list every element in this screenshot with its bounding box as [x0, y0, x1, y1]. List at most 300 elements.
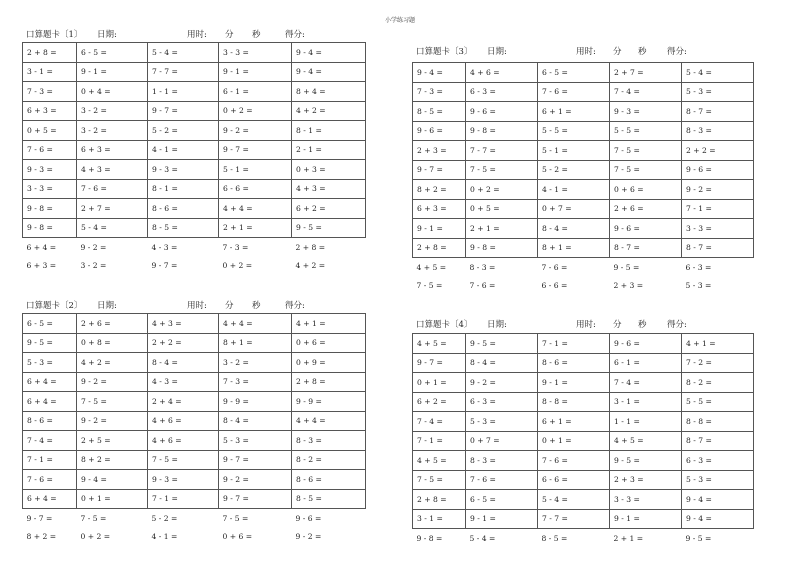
card-header	[412, 45, 757, 59]
problem-cell: 8 - 6 =	[23, 411, 77, 431]
problem-cell: 5 - 3 =	[685, 281, 712, 291]
problem-cell: 8 - 5 =	[148, 218, 219, 238]
problem-cell: 6 + 1 =	[538, 102, 610, 122]
problem-cell: 9 - 2 =	[219, 121, 292, 141]
problem-cell: 9 - 9 =	[292, 392, 366, 412]
problem-cell: 7 - 4 =	[23, 431, 77, 451]
problem-cell: 3 - 1 =	[413, 509, 466, 529]
problem-cell: 8 - 8 =	[538, 392, 610, 412]
problem-row	[413, 451, 754, 471]
problem-cell: 6 - 5 =	[538, 63, 610, 83]
problem-row	[413, 258, 754, 277]
problem-row	[413, 412, 754, 432]
problem-cell: 9 - 8 =	[466, 121, 538, 141]
problem-cell: 8 - 6 =	[292, 470, 366, 490]
problem-cell: 4 + 3 =	[148, 314, 219, 334]
card-title: 口算题卡〔1〕	[26, 30, 83, 40]
problem-cell: 8 + 1 =	[219, 333, 292, 353]
problem-cell: 0 + 7 =	[538, 199, 610, 219]
problem-cell: 7 - 5 =	[413, 470, 466, 490]
problem-cell: 6 - 5 =	[466, 490, 538, 510]
date-label: 日期:	[97, 30, 117, 40]
problem-cell: 2 + 6 =	[77, 314, 148, 334]
problem-cell: 7 - 6 =	[466, 470, 538, 490]
problem-cell: 2 + 8 =	[23, 43, 77, 63]
problem-cell: 8 - 4 =	[148, 353, 219, 373]
problem-cell: 9 - 6 =	[682, 160, 754, 180]
problem-cell: 4 - 1 =	[151, 532, 178, 542]
problem-cell: 6 + 3 =	[26, 261, 57, 271]
problem-cell: 9 - 7 =	[148, 101, 219, 121]
problem-cell: 5 - 1 =	[219, 160, 292, 180]
problem-cell: 3 - 3 =	[682, 219, 754, 239]
problem-cell: 4 + 2 =	[295, 261, 326, 271]
problem-row	[413, 392, 754, 412]
problem-row	[23, 431, 366, 451]
date-label: 日期:	[487, 320, 507, 330]
problem-cell: 4 + 4 =	[219, 199, 292, 219]
problem-cell: 5 - 2 =	[538, 160, 610, 180]
problem-cell: 4 + 5 =	[416, 262, 447, 272]
problem-cell: 7 - 7 =	[148, 62, 219, 82]
problem-cell: 9 - 3 =	[148, 470, 219, 490]
problem-cell: 4 - 3 =	[151, 242, 178, 252]
problem-cell: 6 - 6 =	[541, 281, 568, 291]
problem-row	[23, 218, 366, 238]
date-label: 日期:	[487, 47, 507, 57]
problem-cell: 9 - 9 =	[219, 392, 292, 412]
problem-cell: 7 - 6 =	[23, 470, 77, 490]
problem-grid	[412, 62, 754, 295]
problem-cell: 9 - 1 =	[610, 509, 682, 529]
problem-row	[413, 82, 754, 102]
problem-cell: 9 - 3 =	[23, 160, 77, 180]
problem-cell: 8 - 3 =	[682, 121, 754, 141]
problem-cell: 2 + 3 =	[610, 470, 682, 490]
problem-cell: 0 + 5 =	[466, 199, 538, 219]
problem-cell: 9 - 4 =	[682, 490, 754, 510]
minute-label: 分	[613, 320, 622, 330]
problem-cell: 7 - 1 =	[148, 489, 219, 509]
problem-cell: 4 + 2 =	[292, 101, 366, 121]
problem-cell: 7 - 4 =	[610, 82, 682, 102]
card-header	[22, 28, 367, 42]
problem-row	[23, 140, 366, 160]
problem-cell: 2 + 7 =	[610, 63, 682, 83]
problem-cell: 2 + 8 =	[413, 490, 466, 510]
problem-cell: 5 - 3 =	[23, 353, 77, 373]
card-title: 口算题卡〔3〕	[416, 47, 473, 57]
time-label: 用时:	[576, 47, 596, 57]
problem-row	[23, 489, 366, 509]
problem-grid	[412, 333, 754, 548]
problem-row	[413, 277, 754, 296]
problem-cell: 9 - 8 =	[466, 238, 538, 258]
problem-cell: 6 - 5 =	[77, 43, 148, 63]
problem-cell: 9 - 1 =	[219, 62, 292, 82]
problem-cell: 0 + 2 =	[219, 101, 292, 121]
problem-row	[23, 43, 366, 63]
problem-cell: 9 - 7 =	[219, 140, 292, 160]
problem-cell: 7 - 4 =	[610, 373, 682, 393]
problem-cell: 6 - 6 =	[538, 470, 610, 490]
problem-cell: 5 - 2 =	[148, 121, 219, 141]
problem-cell: 7 - 6 =	[77, 179, 148, 199]
problem-cell: 6 - 3 =	[466, 392, 538, 412]
problem-cell: 8 - 7 =	[682, 102, 754, 122]
problem-cell: 8 - 7 =	[610, 238, 682, 258]
problem-cell: 2 + 2 =	[682, 141, 754, 161]
problem-cell: 5 - 2 =	[151, 513, 178, 523]
problem-row	[23, 314, 366, 334]
problem-cell: 3 - 2 =	[77, 121, 148, 141]
problem-cell: 7 - 3 =	[23, 82, 77, 102]
problem-row	[23, 62, 366, 82]
problem-cell: 8 - 6 =	[538, 353, 610, 373]
problem-cell: 6 + 3 =	[23, 101, 77, 121]
minute-label: 分	[225, 301, 234, 311]
problem-cell: 8 - 2 =	[292, 450, 366, 470]
problem-cell: 7 - 6 =	[23, 140, 77, 160]
problem-cell: 6 + 4 =	[23, 489, 77, 509]
problem-cell: 6 + 4 =	[23, 392, 77, 412]
problem-row	[413, 63, 754, 83]
problem-row	[413, 490, 754, 510]
problem-cell: 4 - 3 =	[148, 372, 219, 392]
problem-cell: 8 - 3 =	[292, 431, 366, 451]
problem-cell: 3 - 1 =	[23, 62, 77, 82]
problem-cell: 2 + 7 =	[77, 199, 148, 219]
problem-cell: 8 + 2 =	[413, 180, 466, 200]
time-label: 用时:	[187, 301, 207, 311]
score-label: 得分:	[285, 30, 305, 40]
problem-cell: 7 - 6 =	[538, 451, 610, 471]
second-label: 秒	[252, 30, 261, 40]
problem-cell: 2 + 8 =	[292, 372, 366, 392]
problem-cell: 0 + 2 =	[80, 532, 111, 542]
problem-row	[23, 82, 366, 102]
problem-cell: 9 - 5 =	[613, 262, 640, 272]
card-title: 口算题卡〔4〕	[416, 320, 473, 330]
problem-cell: 9 - 5 =	[466, 334, 538, 354]
card-2	[22, 299, 367, 542]
problem-cell: 1 - 1 =	[610, 412, 682, 432]
date-label: 日期:	[97, 301, 117, 311]
problem-cell: 7 - 5 =	[148, 450, 219, 470]
problem-cell: 7 - 6 =	[538, 82, 610, 102]
problem-cell: 9 - 5 =	[292, 218, 366, 238]
card-header	[22, 299, 367, 313]
problem-cell: 2 + 1 =	[613, 533, 644, 543]
problem-cell: 8 - 7 =	[682, 431, 754, 451]
problem-cell: 8 + 2 =	[77, 450, 148, 470]
problem-cell: 7 - 6 =	[469, 281, 496, 291]
problem-cell: 5 - 4 =	[469, 533, 496, 543]
problem-cell: 9 - 6 =	[295, 513, 322, 523]
problem-cell: 8 + 2 =	[26, 532, 57, 542]
problem-cell: 7 - 3 =	[413, 82, 466, 102]
problem-row	[23, 372, 366, 392]
time-label: 用时:	[187, 30, 207, 40]
problem-row	[23, 333, 366, 353]
problem-cell: 9 - 2 =	[219, 470, 292, 490]
problem-cell: 2 + 1 =	[219, 218, 292, 238]
problem-cell: 5 - 3 =	[466, 412, 538, 432]
problem-cell: 3 - 1 =	[610, 392, 682, 412]
problem-cell: 6 + 3 =	[77, 140, 148, 160]
problem-row	[23, 160, 366, 180]
problem-cell: 9 - 4 =	[77, 470, 148, 490]
problem-cell: 3 - 3 =	[219, 43, 292, 63]
problem-cell: 6 - 5 =	[23, 314, 77, 334]
problem-cell: 0 + 1 =	[538, 431, 610, 451]
problem-cell: 6 + 2 =	[292, 199, 366, 219]
problem-cell: 4 + 5 =	[610, 431, 682, 451]
problem-row	[23, 101, 366, 121]
problem-cell: 2 + 6 =	[610, 199, 682, 219]
problem-cell: 5 - 4 =	[538, 490, 610, 510]
problem-cell: 6 - 3 =	[682, 451, 754, 471]
problem-cell: 7 - 6 =	[541, 262, 568, 272]
problem-cell: 9 - 8 =	[23, 218, 77, 238]
problem-cell: 7 - 5 =	[416, 281, 443, 291]
problem-cell: 9 - 2 =	[295, 532, 322, 542]
problem-cell: 8 - 1 =	[148, 179, 219, 199]
problem-cell: 0 + 2 =	[222, 261, 253, 271]
problem-cell: 7 - 1 =	[413, 431, 466, 451]
problem-cell: 8 - 3 =	[466, 451, 538, 471]
problem-cell: 9 - 2 =	[77, 372, 148, 392]
problem-cell: 2 + 5 =	[77, 431, 148, 451]
problem-cell: 4 + 2 =	[77, 353, 148, 373]
card-title: 口算题卡〔2〕	[26, 301, 83, 311]
problem-row	[413, 199, 754, 219]
problem-cell: 2 + 4 =	[148, 392, 219, 412]
problem-cell: 0 + 3 =	[292, 160, 366, 180]
problem-cell: 0 + 6 =	[222, 532, 253, 542]
problem-row	[413, 238, 754, 258]
problem-row	[23, 257, 366, 276]
problem-cell: 9 - 7 =	[219, 450, 292, 470]
problem-cell: 4 + 1 =	[682, 334, 754, 354]
card-header	[412, 318, 757, 332]
problem-cell: 7 - 7 =	[538, 509, 610, 529]
score-label: 得分:	[667, 47, 687, 57]
problem-cell: 9 - 4 =	[682, 509, 754, 529]
problem-row	[23, 179, 366, 199]
problem-cell: 8 - 3 =	[469, 262, 496, 272]
problem-cell: 6 - 3 =	[685, 262, 712, 272]
problem-cell: 4 + 5 =	[413, 334, 466, 354]
problem-cell: 9 - 3 =	[148, 160, 219, 180]
problem-cell: 4 + 3 =	[292, 179, 366, 199]
problem-cell: 0 + 2 =	[466, 180, 538, 200]
problem-cell: 5 - 5 =	[682, 392, 754, 412]
problem-cell: 4 + 3 =	[77, 160, 148, 180]
problem-cell: 4 + 4 =	[219, 314, 292, 334]
problem-row	[413, 102, 754, 122]
problem-row	[23, 121, 366, 141]
minute-label: 分	[613, 47, 622, 57]
second-label: 秒	[638, 320, 647, 330]
problem-row	[23, 450, 366, 470]
score-label: 得分:	[667, 320, 687, 330]
problem-cell: 9 - 2 =	[682, 180, 754, 200]
problem-cell: 7 - 5 =	[610, 141, 682, 161]
problem-cell: 0 + 7 =	[466, 431, 538, 451]
problem-cell: 9 - 8 =	[416, 533, 443, 543]
problem-cell: 9 - 3 =	[610, 102, 682, 122]
problem-cell: 3 - 3 =	[23, 179, 77, 199]
problem-row	[413, 509, 754, 529]
problem-cell: 2 + 2 =	[148, 333, 219, 353]
problem-cell: 5 - 4 =	[77, 218, 148, 238]
problem-cell: 4 + 4 =	[292, 411, 366, 431]
problem-cell: 7 - 5 =	[77, 392, 148, 412]
problem-cell: 4 + 1 =	[292, 314, 366, 334]
problem-cell: 6 + 4 =	[23, 372, 77, 392]
problem-cell: 2 - 1 =	[292, 140, 366, 160]
problem-cell: 9 - 7 =	[413, 353, 466, 373]
problem-cell: 7 - 2 =	[682, 353, 754, 373]
problem-cell: 0 + 1 =	[413, 373, 466, 393]
problem-cell: 8 - 6 =	[148, 199, 219, 219]
problem-cell: 3 - 2 =	[80, 261, 107, 271]
problem-cell: 9 - 7 =	[151, 261, 178, 271]
time-label: 用时:	[576, 320, 596, 330]
problem-row	[23, 238, 366, 257]
problem-cell: 0 + 4 =	[77, 82, 148, 102]
problem-cell: 9 - 5 =	[685, 533, 712, 543]
problem-cell: 9 - 4 =	[292, 62, 366, 82]
problem-row	[413, 431, 754, 451]
problem-row	[413, 180, 754, 200]
problem-cell: 8 + 1 =	[538, 238, 610, 258]
problem-cell: 7 - 5 =	[222, 513, 249, 523]
problem-cell: 5 - 3 =	[219, 431, 292, 451]
problem-cell: 2 + 8 =	[295, 242, 326, 252]
problem-cell: 6 + 2 =	[413, 392, 466, 412]
problem-cell: 9 - 6 =	[610, 219, 682, 239]
problem-cell: 4 + 5 =	[413, 451, 466, 471]
problem-cell: 9 - 5 =	[23, 333, 77, 353]
problem-row	[23, 470, 366, 490]
problem-cell: 9 - 2 =	[77, 411, 148, 431]
problem-cell: 8 - 4 =	[219, 411, 292, 431]
problem-row	[23, 199, 366, 219]
problem-cell: 9 - 1 =	[538, 373, 610, 393]
problem-cell: 4 - 1 =	[538, 180, 610, 200]
problem-cell: 0 + 6 =	[610, 180, 682, 200]
problem-cell: 5 - 3 =	[682, 470, 754, 490]
problem-cell: 7 - 3 =	[222, 242, 249, 252]
problem-cell: 7 - 5 =	[80, 513, 107, 523]
problem-cell: 2 + 3 =	[413, 141, 466, 161]
problem-cell: 7 - 1 =	[23, 450, 77, 470]
problem-cell: 8 - 2 =	[682, 373, 754, 393]
problem-cell: 8 - 8 =	[682, 412, 754, 432]
second-label: 秒	[638, 47, 647, 57]
problem-cell: 9 - 7 =	[26, 513, 53, 523]
problem-cell: 9 - 8 =	[23, 199, 77, 219]
problem-cell: 9 - 6 =	[610, 334, 682, 354]
problem-cell: 7 - 4 =	[413, 412, 466, 432]
problem-cell: 2 + 8 =	[413, 238, 466, 258]
problem-cell: 2 + 1 =	[466, 219, 538, 239]
card-4	[412, 318, 757, 543]
problem-cell: 0 + 8 =	[77, 333, 148, 353]
problem-row	[413, 470, 754, 490]
problem-cell: 7 - 1 =	[538, 334, 610, 354]
problem-cell: 9 - 6 =	[413, 121, 466, 141]
problem-grid	[22, 313, 366, 546]
problem-row	[23, 509, 366, 528]
problem-row	[23, 392, 366, 412]
problem-cell: 7 - 5 =	[610, 160, 682, 180]
problem-cell: 3 - 2 =	[219, 353, 292, 373]
problem-cell: 0 + 6 =	[292, 333, 366, 353]
problem-row	[413, 160, 754, 180]
problem-cell: 7 - 1 =	[682, 199, 754, 219]
problem-cell: 9 - 6 =	[466, 102, 538, 122]
problem-cell: 9 - 1 =	[413, 219, 466, 239]
problem-cell: 5 - 5 =	[538, 121, 610, 141]
problem-cell: 9 - 2 =	[466, 373, 538, 393]
problem-cell: 8 - 4 =	[466, 353, 538, 373]
problem-row	[23, 411, 366, 431]
problem-cell: 6 - 6 =	[219, 179, 292, 199]
problem-cell: 0 + 5 =	[23, 121, 77, 141]
problem-cell: 9 - 1 =	[77, 62, 148, 82]
problem-cell: 5 - 4 =	[148, 43, 219, 63]
problem-cell: 8 - 1 =	[292, 121, 366, 141]
problem-cell: 9 - 4 =	[292, 43, 366, 63]
problem-cell: 9 - 2 =	[80, 242, 107, 252]
problem-row	[413, 121, 754, 141]
minute-label: 分	[225, 30, 234, 40]
second-label: 秒	[252, 301, 261, 311]
problem-cell: 7 - 5 =	[466, 160, 538, 180]
problem-row	[23, 528, 366, 547]
problem-cell: 3 - 3 =	[610, 490, 682, 510]
problem-cell: 6 - 1 =	[610, 353, 682, 373]
problem-cell: 7 - 3 =	[219, 372, 292, 392]
problem-cell: 8 - 5 =	[541, 533, 568, 543]
problem-cell: 4 + 6 =	[466, 63, 538, 83]
problem-cell: 9 - 1 =	[466, 509, 538, 529]
problem-cell: 6 + 1 =	[538, 412, 610, 432]
card-3	[412, 45, 757, 291]
problem-cell: 8 + 4 =	[292, 82, 366, 102]
problem-cell: 5 - 5 =	[610, 121, 682, 141]
problem-row	[413, 219, 754, 239]
problem-row	[413, 529, 754, 548]
score-label: 得分:	[285, 301, 305, 311]
problem-row	[413, 141, 754, 161]
problem-cell: 2 + 3 =	[613, 281, 644, 291]
problem-cell: 5 - 3 =	[682, 82, 754, 102]
problem-row	[413, 353, 754, 373]
problem-cell: 6 - 1 =	[219, 82, 292, 102]
problem-cell: 9 - 7 =	[413, 160, 466, 180]
problem-cell: 5 - 4 =	[682, 63, 754, 83]
problem-row	[23, 353, 366, 373]
problem-cell: 6 + 4 =	[26, 242, 57, 252]
problem-cell: 7 - 7 =	[466, 141, 538, 161]
problem-cell: 4 + 6 =	[148, 431, 219, 451]
problem-cell: 4 - 1 =	[148, 140, 219, 160]
problem-cell: 8 - 4 =	[538, 219, 610, 239]
